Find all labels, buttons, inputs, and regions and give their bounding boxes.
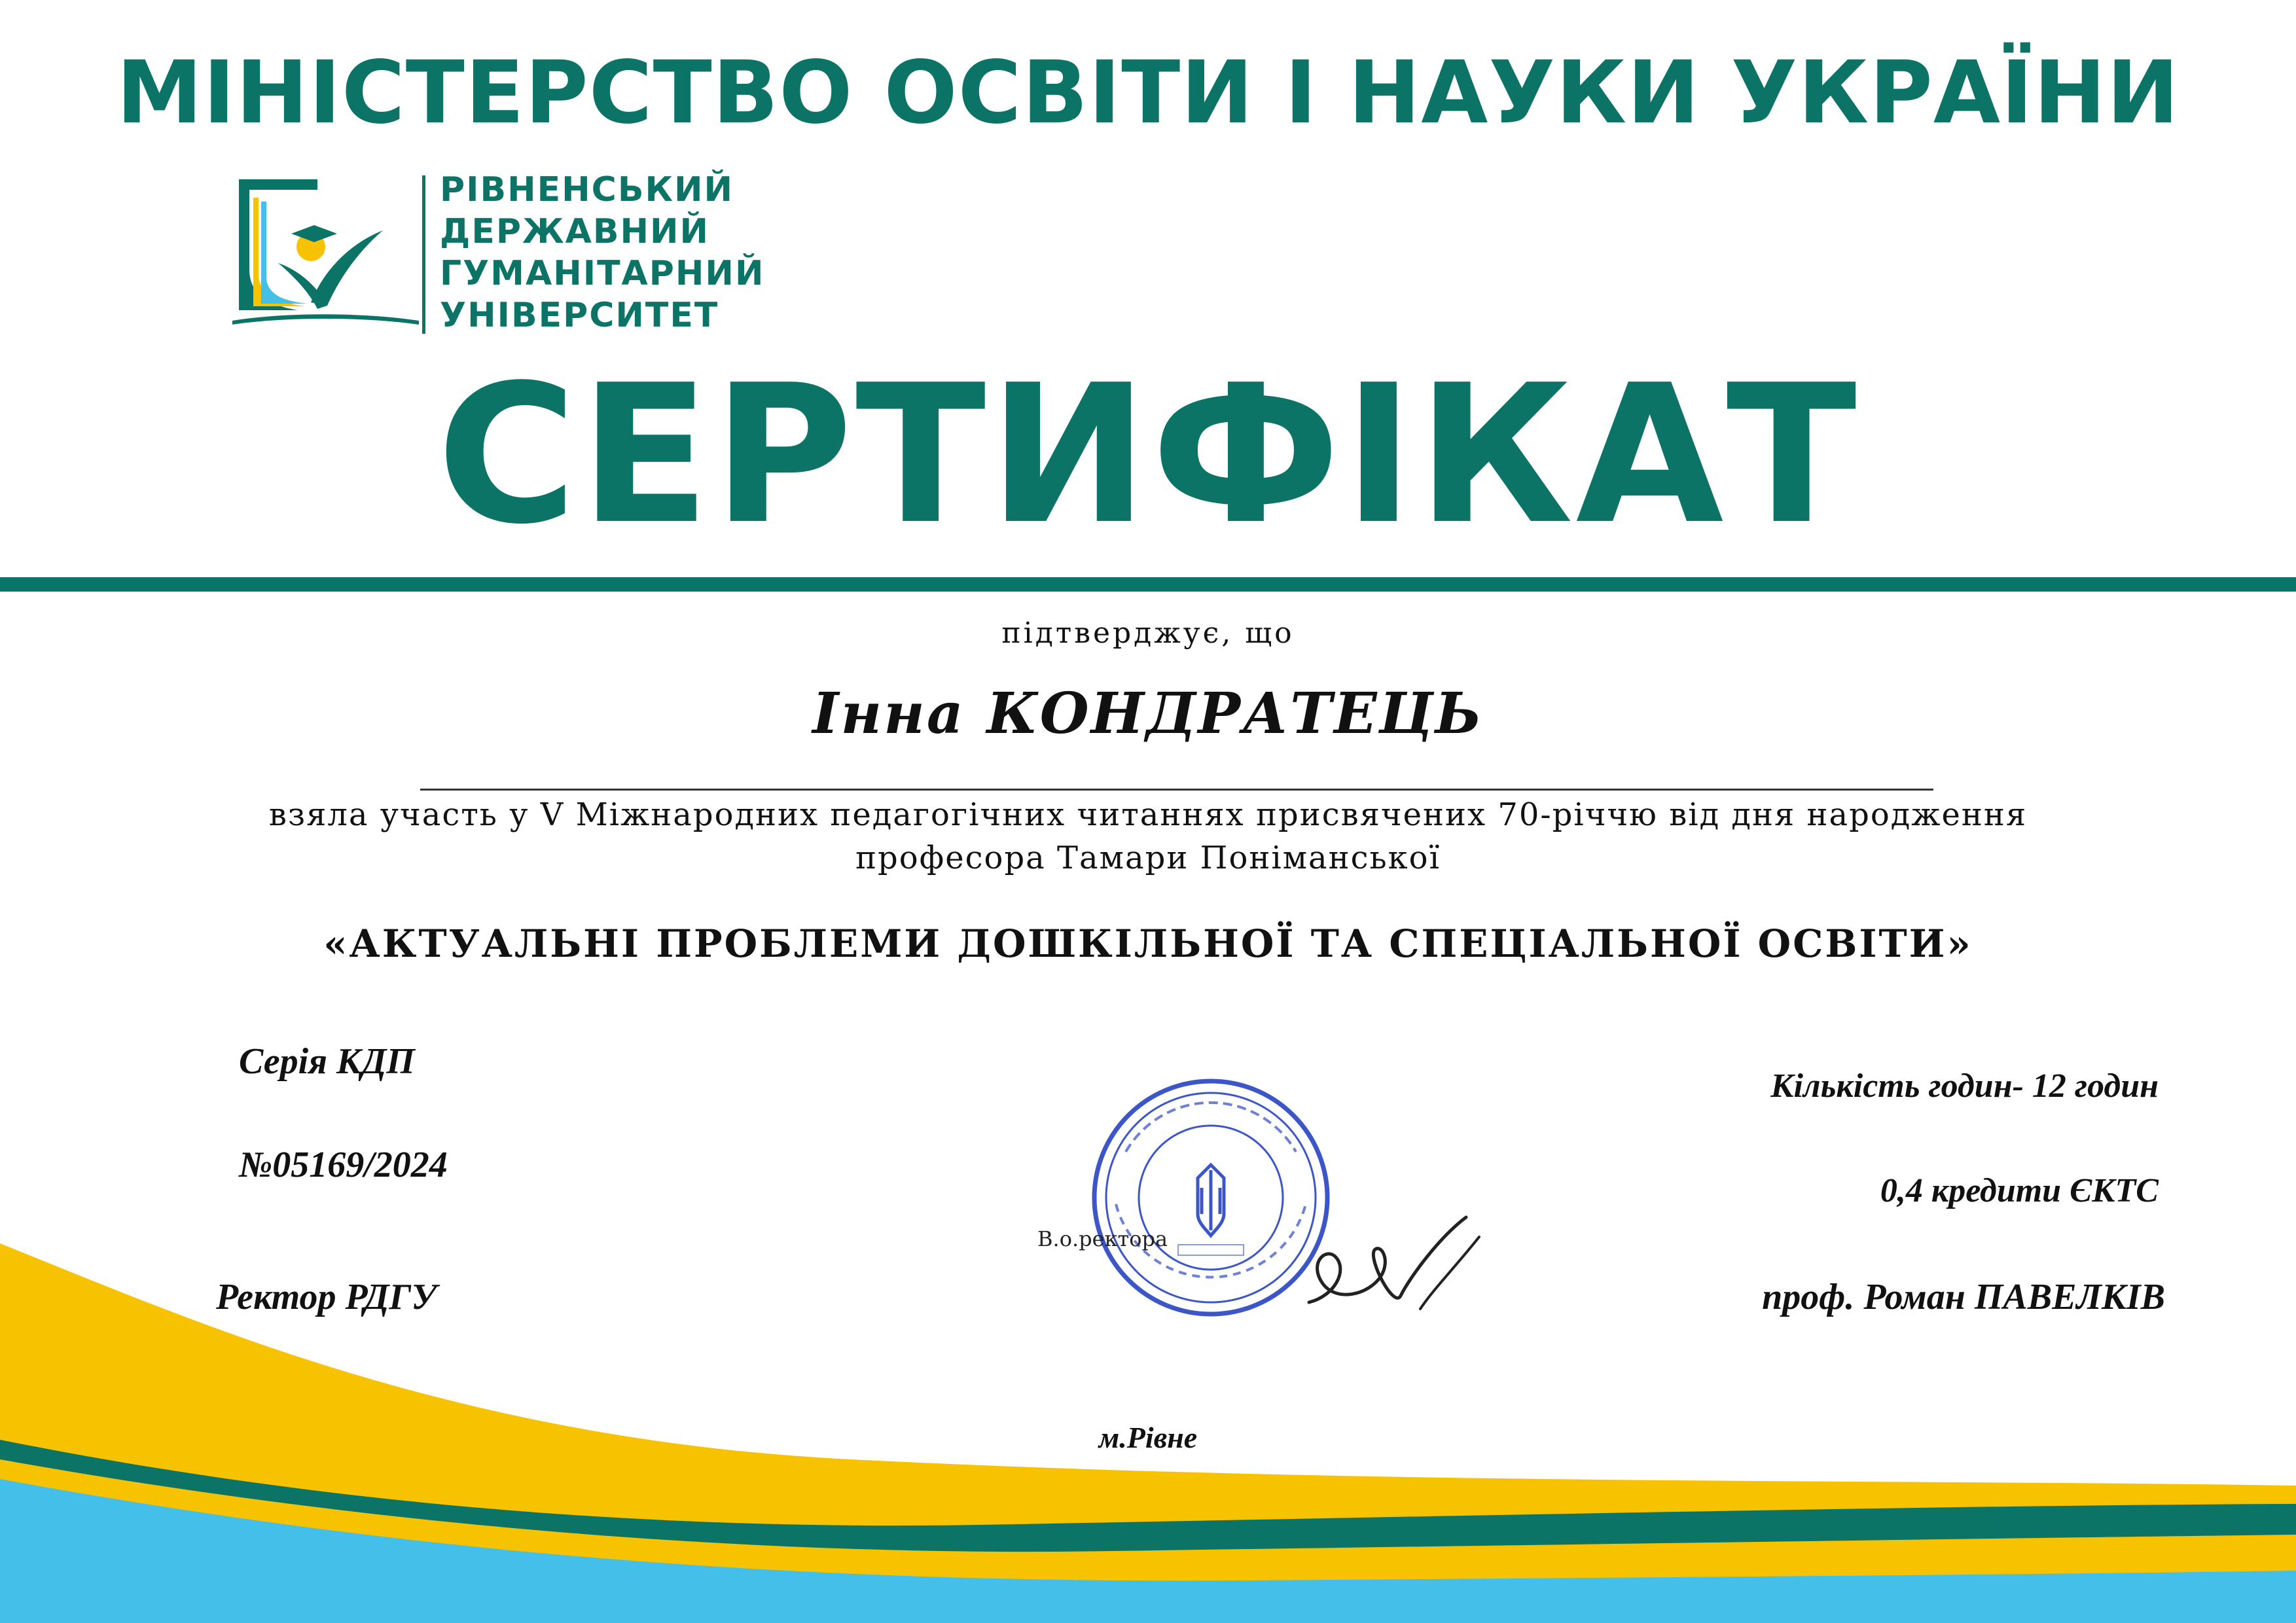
certificate-number: №05169/2024 — [239, 1145, 448, 1185]
university-name-line-3: ГУМАНІТАРНИЙ — [440, 254, 765, 293]
logo-divider — [422, 175, 425, 334]
acting-rector-label: В.о.ректора — [1037, 1226, 1168, 1251]
university-logo-icon — [219, 171, 429, 335]
participation-line-2: професора Тамари Поніманської — [855, 840, 1441, 876]
name-underline — [420, 789, 1933, 791]
certificate-series: Серія КДП — [239, 1041, 415, 1082]
university-name — [440, 169, 764, 336]
rector-title: Ректор РДГУ — [216, 1277, 437, 1317]
participation-line-1: взяла участь у V Міжнародних педагогічних читаннях присвячених 70-річчю від дня народження — [268, 796, 2028, 833]
header-divider — [0, 577, 2296, 592]
participation-text — [0, 793, 2296, 880]
university-name-line-1: РІВНЕНСЬКИЙ — [440, 170, 734, 209]
certificate-title: СЕРТИФІКАТ — [437, 344, 1859, 566]
rector-signature-icon — [1296, 1198, 1518, 1322]
rector-name: проф. Роман ПАВЕЛКІВ — [1762, 1277, 2165, 1317]
university-name-line-2: ДЕРЖАВНИЙ — [440, 212, 710, 251]
hours-count: Кількість годин- 12 годин — [1770, 1067, 2159, 1105]
recipient-name: Інна КОНДРАТЕЦЬ — [812, 681, 1484, 747]
city-label: м.Рівне — [1098, 1421, 1198, 1454]
ministry-heading: МІНІСТЕРСТВО ОСВІТИ І НАУКИ УКРАЇНИ — [116, 43, 2180, 143]
university-name-line-4: УНІВЕРСИТЕТ — [440, 296, 719, 335]
ects-credits: 0,4 кредити ЄКТС — [1880, 1172, 2159, 1209]
event-title: «АКТУАЛЬНІ ПРОБЛЕМИ ДОШКІЛЬНОЇ ТА СПЕЦІАЛЬНОЇ ОСВІТИ» — [323, 921, 1973, 966]
confirms-text: підтверджує, що — [1001, 616, 1295, 650]
